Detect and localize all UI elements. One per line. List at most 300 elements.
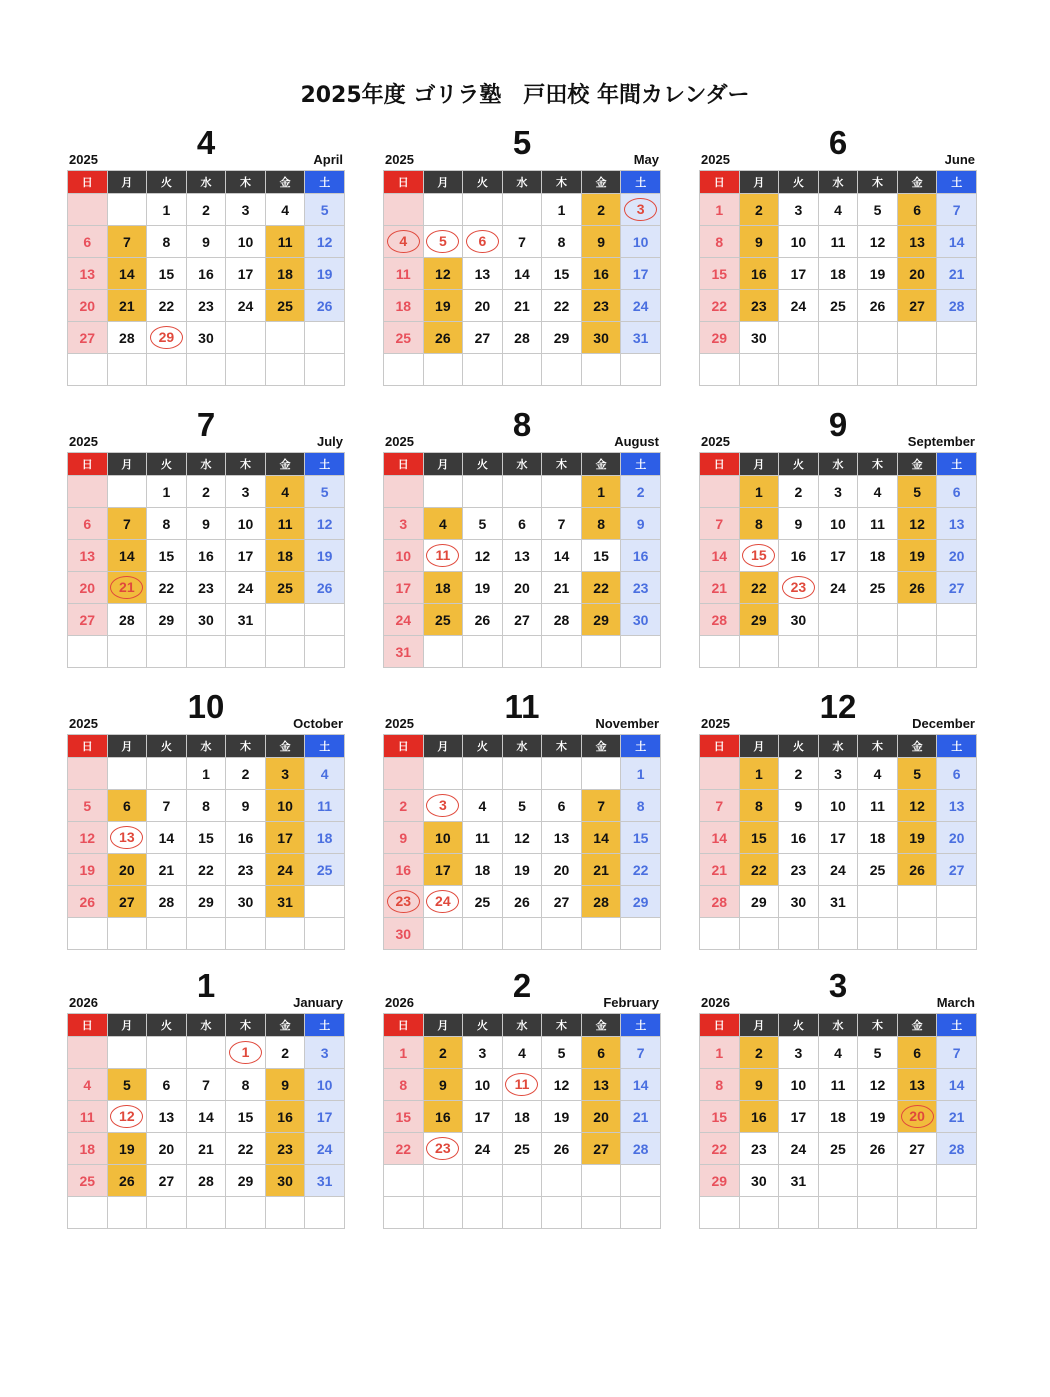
day-cell[interactable]: 18: [818, 258, 858, 290]
day-cell[interactable]: 24: [226, 290, 266, 322]
day-cell[interactable]: 17: [226, 258, 266, 290]
day-cell[interactable]: 15: [542, 258, 582, 290]
day-cell[interactable]: 14: [502, 258, 542, 290]
day-cell[interactable]: 7: [700, 508, 740, 540]
day-cell[interactable]: 13: [581, 1069, 621, 1101]
day-cell[interactable]: 25: [265, 572, 305, 604]
day-cell[interactable]: 25: [305, 854, 345, 886]
day-cell[interactable]: 12: [463, 540, 503, 572]
day-cell[interactable]: 9: [186, 508, 226, 540]
day-cell[interactable]: 11: [858, 508, 898, 540]
day-cell[interactable]: 23: [265, 1133, 305, 1165]
day-cell[interactable]: 19: [897, 822, 937, 854]
day-cell[interactable]: 5: [858, 194, 898, 226]
day-cell[interactable]: 14: [186, 1101, 226, 1133]
day-cell[interactable]: 10: [818, 508, 858, 540]
day-cell[interactable]: 26: [107, 1165, 147, 1197]
day-cell[interactable]: 16: [186, 540, 226, 572]
day-cell[interactable]: 4: [818, 194, 858, 226]
day-cell[interactable]: 27: [937, 854, 977, 886]
day-cell[interactable]: 24: [818, 854, 858, 886]
day-cell[interactable]: 4: [305, 758, 345, 790]
day-cell[interactable]: 21: [542, 572, 582, 604]
day-cell[interactable]: 9: [739, 226, 779, 258]
day-cell[interactable]: 8: [581, 508, 621, 540]
day-cell[interactable]: 18: [384, 290, 424, 322]
day-cell[interactable]: 30: [779, 886, 819, 918]
day-cell[interactable]: 8: [147, 226, 187, 258]
day-cell[interactable]: 6: [897, 1037, 937, 1069]
day-cell[interactable]: 17: [818, 540, 858, 572]
day-cell[interactable]: 31: [384, 636, 424, 668]
day-cell[interactable]: 30: [226, 886, 266, 918]
day-cell[interactable]: 10: [384, 540, 424, 572]
day-cell[interactable]: 29: [226, 1165, 266, 1197]
day-cell[interactable]: 1: [147, 194, 187, 226]
day-cell[interactable]: 15: [186, 822, 226, 854]
day-cell[interactable]: 6: [937, 758, 977, 790]
day-cell[interactable]: 13: [542, 822, 582, 854]
day-cell[interactable]: 4: [68, 1069, 108, 1101]
day-cell[interactable]: 21: [937, 258, 977, 290]
day-cell[interactable]: 23: [621, 572, 661, 604]
day-cell[interactable]: 2: [621, 476, 661, 508]
day-cell[interactable]: 13: [937, 790, 977, 822]
day-cell[interactable]: 5: [502, 790, 542, 822]
day-cell[interactable]: [384, 886, 424, 918]
day-cell[interactable]: 5: [897, 758, 937, 790]
day-cell[interactable]: 6: [107, 790, 147, 822]
day-cell[interactable]: 12: [68, 822, 108, 854]
day-cell[interactable]: 14: [937, 226, 977, 258]
day-cell[interactable]: 3: [818, 476, 858, 508]
day-cell[interactable]: 28: [107, 604, 147, 636]
day-cell[interactable]: 19: [858, 258, 898, 290]
day-cell[interactable]: 27: [147, 1165, 187, 1197]
day-cell[interactable]: 30: [265, 1165, 305, 1197]
day-cell[interactable]: 2: [265, 1037, 305, 1069]
day-cell[interactable]: 7: [581, 790, 621, 822]
day-cell[interactable]: 27: [937, 572, 977, 604]
day-cell[interactable]: 28: [581, 886, 621, 918]
day-cell[interactable]: 25: [858, 572, 898, 604]
day-cell[interactable]: 7: [700, 790, 740, 822]
day-cell[interactable]: 10: [463, 1069, 503, 1101]
day-cell[interactable]: 5: [68, 790, 108, 822]
day-cell[interactable]: 6: [581, 1037, 621, 1069]
day-cell[interactable]: 1: [542, 194, 582, 226]
day-cell[interactable]: [107, 1101, 147, 1133]
day-cell[interactable]: [107, 822, 147, 854]
day-cell[interactable]: 8: [226, 1069, 266, 1101]
day-cell[interactable]: 15: [700, 1101, 740, 1133]
day-cell[interactable]: 2: [581, 194, 621, 226]
day-cell[interactable]: 8: [739, 508, 779, 540]
day-cell[interactable]: 26: [305, 290, 345, 322]
day-cell[interactable]: 14: [542, 540, 582, 572]
day-cell[interactable]: 24: [384, 604, 424, 636]
day-cell[interactable]: 7: [107, 508, 147, 540]
day-cell[interactable]: 6: [68, 508, 108, 540]
day-cell[interactable]: 14: [937, 1069, 977, 1101]
day-cell[interactable]: 12: [858, 1069, 898, 1101]
day-cell[interactable]: 28: [937, 290, 977, 322]
day-cell[interactable]: 16: [423, 1101, 463, 1133]
day-cell[interactable]: 1: [186, 758, 226, 790]
day-cell[interactable]: 7: [937, 1037, 977, 1069]
day-cell[interactable]: 29: [739, 604, 779, 636]
day-cell[interactable]: 12: [305, 226, 345, 258]
day-cell[interactable]: 25: [68, 1165, 108, 1197]
day-cell[interactable]: 12: [897, 790, 937, 822]
day-cell[interactable]: 1: [739, 758, 779, 790]
day-cell[interactable]: 29: [700, 1165, 740, 1197]
day-cell[interactable]: 19: [107, 1133, 147, 1165]
day-cell[interactable]: 1: [700, 1037, 740, 1069]
day-cell[interactable]: 23: [779, 854, 819, 886]
day-cell[interactable]: 27: [68, 604, 108, 636]
day-cell[interactable]: 20: [937, 822, 977, 854]
day-cell[interactable]: 20: [68, 290, 108, 322]
day-cell[interactable]: 9: [226, 790, 266, 822]
day-cell[interactable]: 21: [621, 1101, 661, 1133]
day-cell[interactable]: 7: [937, 194, 977, 226]
day-cell[interactable]: 6: [147, 1069, 187, 1101]
day-cell[interactable]: 1: [739, 476, 779, 508]
day-cell[interactable]: 26: [423, 322, 463, 354]
day-cell[interactable]: 16: [739, 258, 779, 290]
day-cell[interactable]: 8: [186, 790, 226, 822]
day-cell[interactable]: 15: [147, 258, 187, 290]
day-cell[interactable]: 30: [384, 918, 424, 950]
day-cell[interactable]: 9: [739, 1069, 779, 1101]
day-cell[interactable]: 21: [937, 1101, 977, 1133]
day-cell[interactable]: 3: [779, 1037, 819, 1069]
day-cell[interactable]: 9: [581, 226, 621, 258]
day-cell[interactable]: 17: [621, 258, 661, 290]
day-cell[interactable]: 8: [700, 226, 740, 258]
day-cell[interactable]: 4: [265, 194, 305, 226]
day-cell[interactable]: 31: [226, 604, 266, 636]
day-cell[interactable]: 18: [68, 1133, 108, 1165]
day-cell[interactable]: 5: [897, 476, 937, 508]
day-cell[interactable]: 25: [384, 322, 424, 354]
day-cell[interactable]: 22: [147, 290, 187, 322]
day-cell[interactable]: 5: [107, 1069, 147, 1101]
day-cell[interactable]: 17: [423, 854, 463, 886]
day-cell[interactable]: 28: [700, 886, 740, 918]
day-cell[interactable]: 6: [937, 476, 977, 508]
day-cell[interactable]: 29: [581, 604, 621, 636]
day-cell[interactable]: 9: [779, 790, 819, 822]
day-cell[interactable]: 2: [739, 1037, 779, 1069]
day-cell[interactable]: 17: [305, 1101, 345, 1133]
day-cell[interactable]: [384, 226, 424, 258]
day-cell[interactable]: 3: [779, 194, 819, 226]
day-cell[interactable]: 13: [463, 258, 503, 290]
day-cell[interactable]: 4: [858, 476, 898, 508]
day-cell[interactable]: 20: [897, 258, 937, 290]
day-cell[interactable]: 4: [818, 1037, 858, 1069]
day-cell[interactable]: 28: [937, 1133, 977, 1165]
day-cell[interactable]: 12: [502, 822, 542, 854]
day-cell[interactable]: 20: [147, 1133, 187, 1165]
day-cell[interactable]: 8: [739, 790, 779, 822]
day-cell[interactable]: 25: [818, 1133, 858, 1165]
day-cell[interactable]: 13: [937, 508, 977, 540]
day-cell[interactable]: 4: [265, 476, 305, 508]
day-cell[interactable]: 2: [186, 194, 226, 226]
day-cell[interactable]: [423, 540, 463, 572]
day-cell[interactable]: 13: [897, 226, 937, 258]
day-cell[interactable]: 25: [423, 604, 463, 636]
day-cell[interactable]: 21: [700, 572, 740, 604]
day-cell[interactable]: [423, 226, 463, 258]
day-cell[interactable]: 27: [897, 290, 937, 322]
day-cell[interactable]: 27: [581, 1133, 621, 1165]
day-cell[interactable]: 11: [265, 226, 305, 258]
day-cell[interactable]: 21: [186, 1133, 226, 1165]
day-cell[interactable]: 27: [897, 1133, 937, 1165]
day-cell[interactable]: 6: [542, 790, 582, 822]
day-cell[interactable]: 16: [779, 540, 819, 572]
day-cell[interactable]: 25: [265, 290, 305, 322]
day-cell[interactable]: 29: [186, 886, 226, 918]
day-cell[interactable]: 5: [858, 1037, 898, 1069]
day-cell[interactable]: 27: [542, 886, 582, 918]
day-cell[interactable]: 30: [581, 322, 621, 354]
day-cell[interactable]: 13: [68, 540, 108, 572]
day-cell[interactable]: 11: [463, 822, 503, 854]
day-cell[interactable]: 11: [68, 1101, 108, 1133]
day-cell[interactable]: 18: [858, 540, 898, 572]
day-cell[interactable]: 18: [818, 1101, 858, 1133]
day-cell[interactable]: 18: [463, 854, 503, 886]
day-cell[interactable]: 20: [581, 1101, 621, 1133]
day-cell[interactable]: 31: [818, 886, 858, 918]
day-cell[interactable]: 16: [226, 822, 266, 854]
day-cell[interactable]: 21: [502, 290, 542, 322]
day-cell[interactable]: 30: [739, 1165, 779, 1197]
day-cell[interactable]: 15: [739, 822, 779, 854]
day-cell[interactable]: 11: [858, 790, 898, 822]
day-cell[interactable]: 14: [700, 822, 740, 854]
day-cell[interactable]: 30: [186, 322, 226, 354]
day-cell[interactable]: 14: [621, 1069, 661, 1101]
day-cell[interactable]: 14: [700, 540, 740, 572]
day-cell[interactable]: 20: [107, 854, 147, 886]
day-cell[interactable]: 15: [700, 258, 740, 290]
day-cell[interactable]: 7: [542, 508, 582, 540]
day-cell[interactable]: 18: [265, 540, 305, 572]
day-cell[interactable]: 3: [818, 758, 858, 790]
day-cell[interactable]: 20: [68, 572, 108, 604]
day-cell[interactable]: 15: [147, 540, 187, 572]
day-cell[interactable]: 10: [226, 226, 266, 258]
day-cell[interactable]: 9: [384, 822, 424, 854]
day-cell[interactable]: 3: [265, 758, 305, 790]
day-cell[interactable]: 21: [147, 854, 187, 886]
day-cell[interactable]: 10: [226, 508, 266, 540]
day-cell[interactable]: [779, 572, 819, 604]
day-cell[interactable]: 16: [739, 1101, 779, 1133]
day-cell[interactable]: 22: [581, 572, 621, 604]
day-cell[interactable]: 24: [621, 290, 661, 322]
day-cell[interactable]: 16: [384, 854, 424, 886]
day-cell[interactable]: 10: [265, 790, 305, 822]
day-cell[interactable]: 21: [107, 290, 147, 322]
day-cell[interactable]: 1: [147, 476, 187, 508]
day-cell[interactable]: 8: [621, 790, 661, 822]
day-cell[interactable]: [423, 1133, 463, 1165]
day-cell[interactable]: 5: [542, 1037, 582, 1069]
day-cell[interactable]: [423, 886, 463, 918]
day-cell[interactable]: 7: [147, 790, 187, 822]
day-cell[interactable]: 14: [581, 822, 621, 854]
day-cell[interactable]: 2: [739, 194, 779, 226]
day-cell[interactable]: 26: [897, 572, 937, 604]
day-cell[interactable]: 4: [858, 758, 898, 790]
day-cell[interactable]: 29: [147, 604, 187, 636]
day-cell[interactable]: 22: [542, 290, 582, 322]
day-cell[interactable]: 31: [779, 1165, 819, 1197]
day-cell[interactable]: 12: [305, 508, 345, 540]
day-cell[interactable]: 5: [305, 476, 345, 508]
day-cell[interactable]: 12: [542, 1069, 582, 1101]
day-cell[interactable]: [147, 322, 187, 354]
day-cell[interactable]: 12: [858, 226, 898, 258]
day-cell[interactable]: 5: [305, 194, 345, 226]
day-cell[interactable]: 20: [542, 854, 582, 886]
day-cell[interactable]: 16: [581, 258, 621, 290]
day-cell[interactable]: 21: [700, 854, 740, 886]
day-cell[interactable]: 26: [502, 886, 542, 918]
day-cell[interactable]: 2: [384, 790, 424, 822]
day-cell[interactable]: 13: [897, 1069, 937, 1101]
day-cell[interactable]: 28: [186, 1165, 226, 1197]
day-cell[interactable]: 2: [186, 476, 226, 508]
day-cell[interactable]: 3: [463, 1037, 503, 1069]
day-cell[interactable]: 27: [502, 604, 542, 636]
day-cell[interactable]: 19: [68, 854, 108, 886]
day-cell[interactable]: [226, 1037, 266, 1069]
day-cell[interactable]: 11: [818, 226, 858, 258]
day-cell[interactable]: 5: [463, 508, 503, 540]
day-cell[interactable]: 3: [305, 1037, 345, 1069]
day-cell[interactable]: 14: [107, 540, 147, 572]
day-cell[interactable]: 19: [305, 258, 345, 290]
day-cell[interactable]: 23: [739, 290, 779, 322]
day-cell[interactable]: 15: [384, 1101, 424, 1133]
day-cell[interactable]: 3: [384, 508, 424, 540]
day-cell[interactable]: 20: [502, 572, 542, 604]
day-cell[interactable]: 20: [463, 290, 503, 322]
day-cell[interactable]: [502, 1069, 542, 1101]
day-cell[interactable]: 8: [700, 1069, 740, 1101]
day-cell[interactable]: 26: [897, 854, 937, 886]
day-cell[interactable]: 16: [265, 1101, 305, 1133]
day-cell[interactable]: 22: [739, 572, 779, 604]
day-cell[interactable]: 10: [779, 1069, 819, 1101]
day-cell[interactable]: 24: [226, 572, 266, 604]
day-cell[interactable]: 1: [700, 194, 740, 226]
day-cell[interactable]: 12: [897, 508, 937, 540]
day-cell[interactable]: 27: [463, 322, 503, 354]
day-cell[interactable]: 19: [858, 1101, 898, 1133]
day-cell[interactable]: 24: [779, 290, 819, 322]
day-cell[interactable]: 16: [779, 822, 819, 854]
day-cell[interactable]: 11: [818, 1069, 858, 1101]
day-cell[interactable]: 28: [107, 322, 147, 354]
day-cell[interactable]: 24: [818, 572, 858, 604]
day-cell[interactable]: 17: [226, 540, 266, 572]
day-cell[interactable]: 7: [502, 226, 542, 258]
day-cell[interactable]: 9: [621, 508, 661, 540]
day-cell[interactable]: 22: [739, 854, 779, 886]
day-cell[interactable]: 8: [384, 1069, 424, 1101]
day-cell[interactable]: 19: [502, 854, 542, 886]
day-cell[interactable]: [463, 226, 503, 258]
day-cell[interactable]: 8: [147, 508, 187, 540]
day-cell[interactable]: 17: [779, 258, 819, 290]
day-cell[interactable]: 26: [858, 290, 898, 322]
day-cell[interactable]: 17: [818, 822, 858, 854]
day-cell[interactable]: 25: [858, 854, 898, 886]
day-cell[interactable]: 25: [463, 886, 503, 918]
day-cell[interactable]: 17: [779, 1101, 819, 1133]
day-cell[interactable]: 27: [68, 322, 108, 354]
day-cell[interactable]: 24: [779, 1133, 819, 1165]
day-cell[interactable]: 23: [186, 572, 226, 604]
day-cell[interactable]: 18: [858, 822, 898, 854]
day-cell[interactable]: 23: [739, 1133, 779, 1165]
day-cell[interactable]: 24: [305, 1133, 345, 1165]
day-cell[interactable]: 10: [818, 790, 858, 822]
day-cell[interactable]: 25: [818, 290, 858, 322]
day-cell[interactable]: 10: [423, 822, 463, 854]
day-cell[interactable]: [107, 572, 147, 604]
day-cell[interactable]: 15: [226, 1101, 266, 1133]
day-cell[interactable]: 1: [581, 476, 621, 508]
day-cell[interactable]: 27: [107, 886, 147, 918]
day-cell[interactable]: 11: [384, 258, 424, 290]
day-cell[interactable]: 10: [305, 1069, 345, 1101]
day-cell[interactable]: 2: [423, 1037, 463, 1069]
day-cell[interactable]: 19: [542, 1101, 582, 1133]
day-cell[interactable]: 17: [265, 822, 305, 854]
day-cell[interactable]: 21: [581, 854, 621, 886]
day-cell[interactable]: 23: [186, 290, 226, 322]
day-cell[interactable]: [621, 194, 661, 226]
day-cell[interactable]: 8: [542, 226, 582, 258]
day-cell[interactable]: 7: [186, 1069, 226, 1101]
day-cell[interactable]: 17: [463, 1101, 503, 1133]
day-cell[interactable]: [739, 540, 779, 572]
day-cell[interactable]: 1: [384, 1037, 424, 1069]
day-cell[interactable]: 29: [700, 322, 740, 354]
day-cell[interactable]: 16: [621, 540, 661, 572]
day-cell[interactable]: 3: [226, 476, 266, 508]
day-cell[interactable]: 11: [265, 508, 305, 540]
day-cell[interactable]: 23: [581, 290, 621, 322]
day-cell[interactable]: 4: [502, 1037, 542, 1069]
day-cell[interactable]: 7: [107, 226, 147, 258]
day-cell[interactable]: 19: [305, 540, 345, 572]
day-cell[interactable]: 25: [502, 1133, 542, 1165]
day-cell[interactable]: 3: [226, 194, 266, 226]
day-cell[interactable]: [423, 790, 463, 822]
day-cell[interactable]: 13: [502, 540, 542, 572]
